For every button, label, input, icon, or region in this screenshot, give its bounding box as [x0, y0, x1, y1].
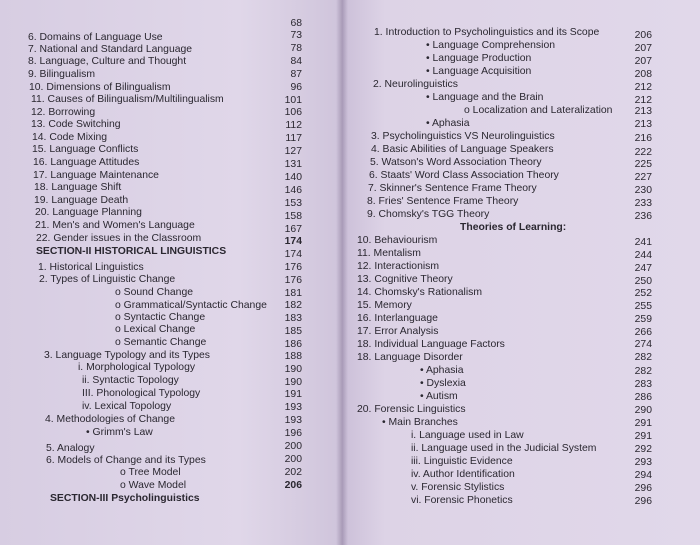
toc-entry-label: • Aphasia — [420, 365, 464, 376]
toc-entry-page: 193 — [284, 402, 302, 413]
toc-entry-page: 292 — [634, 444, 652, 455]
toc-entry-label: • Aphasia — [426, 118, 470, 129]
toc-entry-page: 282 — [634, 366, 652, 377]
toc-entry-page: 84 — [290, 56, 302, 67]
toc-entry-page: 193 — [284, 415, 302, 426]
toc-entry-label: SECTION-III Psycholinguistics — [50, 493, 200, 504]
toc-entry-page: 127 — [284, 146, 302, 157]
toc-entry-page: 78 — [290, 43, 302, 54]
toc-entry-label: • Language Comprehension — [426, 40, 555, 51]
toc-entry-page: 101 — [284, 95, 302, 106]
toc-entry-page: 290 — [634, 405, 652, 416]
toc-entry-page: 181 — [284, 288, 302, 299]
toc-entry-page: 283 — [634, 379, 652, 390]
toc-entry-label: 17. Language Maintenance — [33, 170, 159, 181]
toc-entry-label: III. Phonological Typology — [82, 388, 201, 399]
toc-entry-label: 8. Language, Culture and Thought — [28, 56, 187, 67]
toc-entry-label: vi. Forensic Phonetics — [411, 495, 513, 506]
toc-entry-label: • Language and the Brain — [426, 92, 544, 103]
toc-entry-page: 185 — [284, 326, 302, 337]
toc-entry-page: 146 — [284, 185, 302, 196]
toc-entry-page: 196 — [284, 428, 302, 439]
toc-entry-label: • Grimm's Law — [86, 427, 153, 438]
toc-entry-page: 282 — [634, 352, 652, 363]
toc-entry-label: 1. Introduction to Psycholinguistics and its Scope — [374, 27, 600, 38]
toc-entry-label: 12. Borrowing — [31, 107, 96, 118]
toc-entry-page: 182 — [284, 300, 302, 311]
toc-entry-label: iv. Author Identification — [411, 469, 515, 480]
toc-entry-label: 17. Error Analysis — [357, 326, 439, 337]
toc-entry-label: 10. Dimensions of Bilingualism — [29, 82, 171, 93]
toc-entry-label: 5. Watson's Word Association Theory — [370, 157, 542, 168]
toc-entry-label: iv. Lexical Topology — [82, 401, 172, 412]
toc-entry-label: o Tree Model — [120, 467, 181, 478]
toc-entry-label: 3. Language Typology and its Types — [44, 350, 210, 361]
toc-entry-page: 188 — [284, 351, 302, 362]
toc-entry-page: 244 — [634, 250, 652, 261]
toc-entry-label: 6. Models of Change and its Types — [46, 455, 206, 466]
toc-entry-page: 266 — [634, 327, 652, 338]
toc-entry-label: o Localization and Lateralization — [464, 105, 613, 116]
toc-entry-page: 112 — [285, 120, 302, 131]
toc-entry-label: 16. Interlanguage — [357, 313, 438, 324]
toc-entry-page: 73 — [290, 30, 302, 41]
toc-entry-page: 294 — [634, 470, 652, 481]
toc-entry-label: 4. Methodologies of Change — [45, 414, 175, 425]
toc-entry-label: • Language Production — [426, 53, 532, 64]
toc-entry-page: 222 — [634, 147, 652, 158]
toc-entry-label: 18. Language Disorder — [357, 352, 463, 363]
toc-entry-page: 207 — [634, 56, 652, 67]
toc-entry-label: 6. Staats' Word Class Association Theory — [369, 170, 559, 181]
toc-entry-page: 274 — [634, 339, 652, 350]
toc-entry-page: 174 — [284, 249, 302, 260]
toc-entry-label: SECTION-II HISTORICAL LINGUISTICS — [36, 246, 227, 257]
toc-entry-page: 259 — [634, 314, 652, 325]
toc-entry-label: ii. Language used in the Judicial System — [411, 443, 597, 454]
toc-entry-label: ii. Syntactic Topology — [82, 375, 179, 386]
toc-entry-label: 12. Interactionism — [357, 261, 440, 272]
toc-entry-label: 6. Domains of Language Use — [28, 32, 163, 43]
toc-entry-label: o Lexical Change — [115, 324, 196, 335]
toc-entry-page: 230 — [634, 185, 652, 196]
toc-entry-page: 176 — [284, 262, 302, 273]
toc-entry-label: 22. Gender issues in the Classroom — [36, 233, 202, 244]
toc-entry-label: 18. Individual Language Factors — [357, 339, 505, 350]
toc-entry-label: o Wave Model — [120, 480, 187, 491]
toc-entry-label: 9. Chomsky's TGG Theory — [367, 209, 490, 220]
toc-entry-page: 296 — [634, 483, 652, 494]
toc-entry-page: 255 — [634, 301, 652, 312]
toc-entry-page: 167 — [284, 224, 302, 235]
toc-entry-page: 296 — [634, 496, 652, 507]
toc-entry-page: 106 — [284, 107, 302, 118]
toc-entry-page: 183 — [284, 313, 302, 324]
toc-entry-label: 11. Causes of Bilingualism/Multilingualism — [31, 94, 224, 105]
toc-entry-page: 225 — [634, 159, 652, 170]
toc-entry-page: 213 — [634, 119, 652, 130]
toc-entry-label: 2. Types of Linguistic Change — [39, 274, 176, 285]
toc-entry-label: • Language Acquisition — [426, 66, 532, 77]
toc-entry-label: 15. Memory — [357, 300, 412, 311]
toc-entry-label: 13. Cognitive Theory — [357, 274, 453, 285]
toc-entry-page: 250 — [634, 276, 652, 287]
toc-entry-label: 21. Men's and Women's Language — [35, 220, 195, 231]
toc-entry-label: i. Language used in Law — [411, 430, 524, 441]
toc-entry-page: 174 — [284, 236, 302, 247]
toc-entry-page: 96 — [290, 82, 302, 93]
toc-entry-page: 153 — [284, 198, 302, 209]
toc-entry-label: • Main Branches — [382, 417, 458, 428]
toc-entry-label: o Sound Change — [115, 287, 193, 298]
toc-entry-page: 87 — [290, 69, 302, 80]
toc-entry-page: 202 — [284, 467, 302, 478]
toc-entry-page: 291 — [634, 431, 652, 442]
toc-entry-page: 200 — [284, 454, 302, 465]
toc-entry-label: 19. Language Death — [34, 195, 129, 206]
toc-entry-label: 20. Forensic Linguistics — [357, 404, 466, 415]
toc-entry-page: 227 — [634, 172, 652, 183]
toc-entry-page: 236 — [634, 211, 652, 222]
toc-entry-label: iii. Linguistic Evidence — [411, 456, 513, 467]
toc-entry-page: 190 — [284, 364, 302, 375]
toc-entry-label: Theories of Learning: — [460, 222, 567, 233]
toc-entry-page: 68 — [290, 18, 302, 29]
toc-entry-page: 191 — [284, 389, 302, 400]
toc-entry-label: 14. Code Mixing — [32, 132, 108, 143]
toc-entry-page: 286 — [634, 392, 652, 403]
toc-entry-page: 216 — [634, 133, 652, 144]
toc-entry-label: 20. Language Planning — [35, 207, 142, 218]
toc-entry-page: 212 — [634, 82, 652, 93]
toc-entry-page: 241 — [634, 237, 652, 248]
toc-entry-label: v. Forensic Stylistics — [411, 482, 505, 493]
toc-entry-label: 2. Neurolinguistics — [373, 79, 458, 90]
toc-entry-label: 3. Psycholinguistics VS Neurolinguistics — [371, 131, 555, 142]
toc-entry-page: 293 — [634, 457, 652, 468]
toc-entry-label: 7. National and Standard Language — [28, 44, 193, 55]
toc-entry-page: 200 — [284, 441, 302, 452]
book-gutter — [336, 0, 348, 545]
toc-entry-page: 176 — [284, 275, 302, 286]
toc-entry-label: • Dyslexia — [420, 378, 466, 389]
toc-entry-page: 233 — [634, 198, 652, 209]
toc-entry-page: 213 — [634, 106, 652, 117]
toc-entry-label: 11. Mentalism — [357, 248, 421, 259]
toc-entry-page: 131 — [284, 159, 302, 170]
toc-entry-page: 207 — [634, 43, 652, 54]
toc-entry-label: o Grammatical/Syntactic Change — [115, 300, 267, 311]
toc-entry-page: 252 — [634, 288, 652, 299]
toc-entry-page: 206 — [284, 480, 302, 491]
toc-entry-label: 16. Language Attitudes — [33, 157, 140, 168]
toc-entry-page: 140 — [284, 172, 302, 183]
toc-entry-label: 15. Language Conflicts — [32, 144, 139, 155]
toc-entry-page: 117 — [285, 133, 302, 144]
toc-entry-label: 4. Basic Abilities of Language Speakers — [371, 144, 554, 155]
toc-entry-page: 247 — [634, 263, 652, 274]
toc-entry-label: 13. Code Switching — [31, 119, 121, 130]
toc-entry-page: 291 — [634, 418, 652, 429]
toc-entry-page: 206 — [634, 30, 652, 41]
toc-entry-label: 1. Historical Linguistics — [38, 262, 144, 273]
toc-entry-label: 7. Skinner's Sentence Frame Theory — [368, 183, 537, 194]
toc-entry-label: 14. Chomsky's Rationalism — [357, 287, 482, 298]
toc-entry-label: 10. Behaviourism — [357, 235, 438, 246]
toc-entry-page: 212 — [634, 95, 652, 106]
toc-entry-page: 158 — [284, 211, 302, 222]
toc-entry-label: o Syntactic Change — [115, 312, 206, 323]
toc-entry-label: 18. Language Shift — [34, 182, 122, 193]
toc-entry-label: i. Morphological Typology — [78, 362, 196, 373]
toc-entry-page: 208 — [634, 69, 652, 80]
toc-entry-label: o Semantic Change — [115, 337, 207, 348]
toc-entry-label: 9. Bilingualism — [28, 69, 95, 80]
toc-entry-page: 186 — [284, 339, 302, 350]
toc-entry-label: 8. Fries' Sentence Frame Theory — [367, 196, 519, 207]
toc-entry-label: • Autism — [420, 391, 458, 402]
toc-entry-page: 190 — [284, 377, 302, 388]
toc-entry-label: 5. Analogy — [46, 443, 95, 454]
